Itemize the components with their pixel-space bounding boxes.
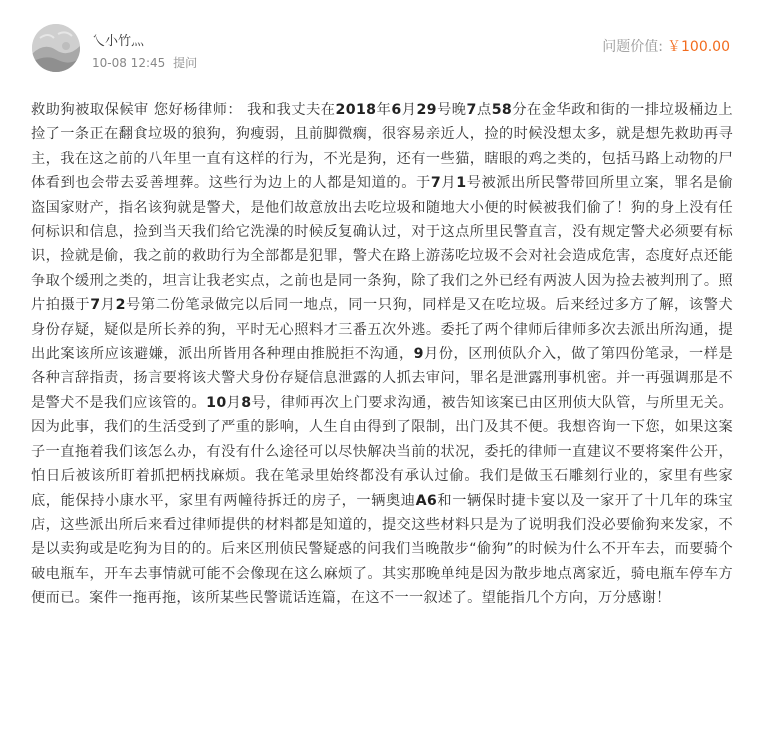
question-body-text: 号晚 bbox=[436, 102, 467, 118]
question-body-text: 分在金华政和街的一排垃圾桶边上捡了一条正在翻食垃圾的狼狗，狗瘦弱，且前脚微瘸，很容易亲近人，捡的时候没想太多，就是想先救助再寻主，我在这之前的八年里一直有这样的行为，不光是狗，还有一些猫，瞎眼的鸡之类的，包括马路上动物的尸体看到也会带去妥善埋葬。这些行为边上的人都是知道的。于 bbox=[31, 102, 733, 192]
question-body-text: 号第二份笔录做完以后同一地点，同一只狗，同样是又在吃垃圾。后来经过多方了解，该警犬身份存疑，疑似是所长养的狗，平时无心照料才三番五次外逃。委托了两个律师后律师多次去派出所沟通，提出此案该所应该避嫌，派出所皆用各种理由推脱拒不沟通， bbox=[31, 297, 734, 363]
question-body-text: 点 bbox=[476, 102, 492, 118]
question-body-number: 1 bbox=[456, 175, 467, 192]
question-value-label: 问题价值: bbox=[602, 39, 663, 55]
question-body-number: 58 bbox=[491, 102, 513, 118]
question-value-amount: ￥100.00 bbox=[667, 39, 730, 55]
question-body-number: 8 bbox=[241, 394, 252, 411]
username[interactable]: 乀小竹灬 bbox=[92, 34, 145, 49]
question-body-text: 号被派出所民警带回所里立案，罪名是偷盗国家财产，指名该狗就是警犬，是他们故意放出去吃垃圾和随地大小便的时候被我们偷了！狗的身上没有任何标识和信息，捡到当天我们给它洗澡的时候反复确认过，对于这点所里民警直言，没有规定警犬必须要有标识，捡就是偷，我之前的救助行为全部都是犯罪，警犬在路上游荡吃垃圾不会对社会造成危害，态度好点还能争取个缓刑之类的，坦言让我老实点，之前也是同一条狗，除了我们之外已经有两波人因为捡去被判刑了。照片拍摄于 bbox=[31, 175, 733, 314]
question-body-number: A6 bbox=[415, 492, 438, 509]
avatar-image bbox=[32, 24, 80, 72]
question-body-number: 29 bbox=[416, 102, 437, 118]
question-body-number: 2018 bbox=[335, 102, 377, 118]
question-body-number: 7 bbox=[90, 297, 101, 314]
question-body-text: 号，律师再次上门要求沟通，被告知该案已由区刑侦大队管，与所里无关。 因为此事，我们的生活受到了严重的影响，人生自由得到了限制，出门及其不便。我想咨询一下您，如果这案子一直拖着我们该怎么办，有没有什么途径可以尽快解决当前的状况，委托的律师一直建议不要将案件公开，怕日后被该所盯着抓把柄找麻烦。我在笔录里始终都没有承认过偷。我们是做玉石雕刻行业的，家里有些家底，能保持小康水平，家里有两幢待拆迁的房子，一辆奥迪 bbox=[31, 394, 733, 509]
question-body-number: 2 bbox=[115, 297, 126, 314]
question-body-text: 救助狗被取保候审 您好杨律师： 我和我丈夫在 bbox=[31, 102, 336, 118]
question-header bbox=[0, 0, 764, 80]
question-body-text: 年 bbox=[376, 102, 392, 118]
avatar[interactable] bbox=[32, 24, 80, 72]
question-body-number: 10 bbox=[206, 394, 227, 411]
post-time: 10-08 12:45 bbox=[92, 56, 166, 70]
question-body bbox=[31, 98, 733, 611]
question-value bbox=[602, 36, 730, 56]
post-action: 提问 bbox=[173, 56, 198, 70]
question-body-text: 月 bbox=[226, 394, 242, 411]
question-body-text: 月 bbox=[100, 297, 116, 314]
question-body-text: 月 bbox=[401, 102, 417, 118]
question-body-text: 月 bbox=[441, 175, 457, 192]
question-body-text: 月份，区刑侦队介入，做了第四份笔录，一样是各种言辞指责，扬言要将该犬警犬身份存疑信息泄露的人抓去审问，罪名是泄露刑事机密。并一再强调那是不是警犬不是我们应该管的。 bbox=[31, 346, 733, 411]
question-body-number: 9 bbox=[413, 346, 424, 363]
question-body-number: 6 bbox=[391, 102, 402, 118]
question-body-number: 7 bbox=[466, 102, 477, 118]
post-meta bbox=[92, 54, 197, 71]
question-body-text: 和一辆保时捷卡宴以及一家开了十几年的珠宝店，这些派出所后来看过律师提供的材料都是知道的，提交这些材料只是为了说明我们没必要偷狗来发家，不是以卖狗或是吃狗为目的的。后来区刑侦民警疑惑的问我们当晚散步“偷狗”的时候为什么不开车去，而要骑个破电瓶车，开车去事情就可能不会像现在这么麻烦了。其实那晚单纯是因为散步地点离家近，骑电瓶车停车方便而已。案件一拖再拖，该所某些民警谎话连篇，在这不一一叙述了。望能指几个方向，万分感谢！ bbox=[31, 492, 733, 607]
question-body-number: 7 bbox=[430, 175, 442, 192]
